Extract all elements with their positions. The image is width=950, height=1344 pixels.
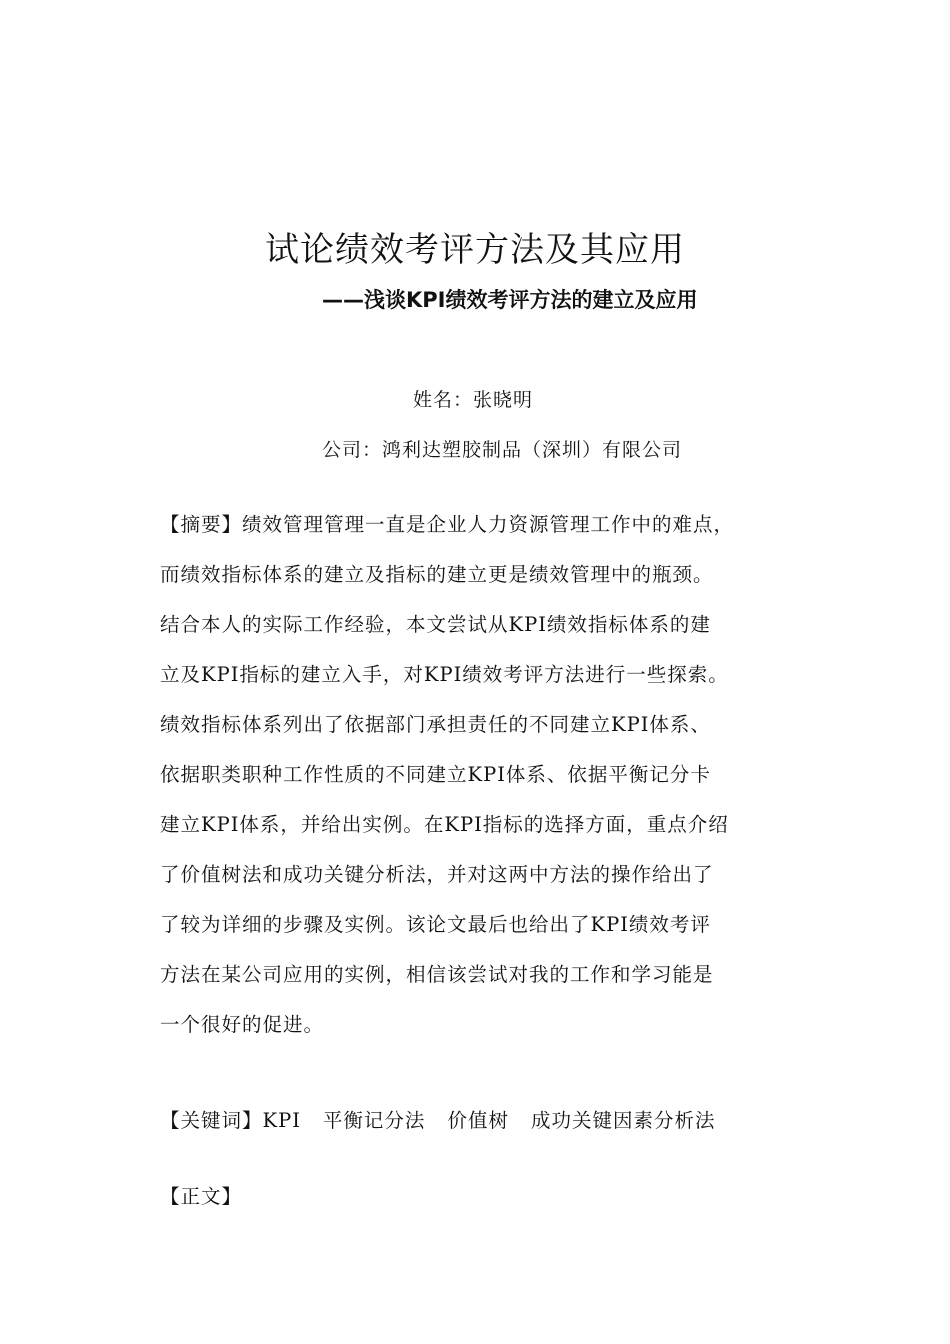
abstract-line: 结合本人的实际工作经验，本文尝试从KPI绩效指标体系的建 (160, 613, 711, 636)
author-label: 姓名： (413, 389, 474, 411)
keywords-line (160, 1106, 715, 1136)
abstract-line: 建立KPI体系，并给出实例。在KPI指标的选择方面，重点介绍 (160, 813, 729, 836)
abstract-paragraph (160, 500, 800, 1050)
document-subtitle: ——浅谈KPI绩效考评方法的建立及应用 (322, 288, 698, 312)
keyword: KPI (262, 1109, 301, 1132)
body-section-heading: 【正文】 (160, 1185, 243, 1208)
keywords-label: 【关键词】 (160, 1109, 263, 1132)
abstract-line: 一个很好的促进。 (160, 1013, 325, 1036)
company-line (322, 436, 682, 464)
author-name: 张晓明 (473, 389, 534, 411)
keyword: 平衡记分法 (322, 1109, 426, 1132)
abstract-line: 了较为详细的步骤及实例。该论文最后也给出了KPI绩效考评 (160, 913, 711, 936)
abstract-line: 方法在某公司应用的实例，相信该尝试对我的工作和学习能是 (160, 963, 714, 986)
company-name: 鸿利达塑胶制品（深圳）有限公司 (382, 439, 683, 461)
company-label: 公司： (322, 439, 383, 461)
abstract-line: 【摘要】绩效管理管理一直是企业人力资源管理工作中的难点， (160, 513, 735, 536)
author-line (413, 386, 533, 414)
abstract-line: 立及KPI指标的建立入手，对KPI绩效考评方法进行一些探索。 (160, 663, 729, 686)
keyword: 价值树 (447, 1109, 509, 1132)
keyword: 成功关键因素分析法 (530, 1109, 716, 1132)
abstract-line: 依据职类职种工作性质的不同建立KPI体系、依据平衡记分卡 (160, 763, 711, 786)
abstract-line: 而绩效指标体系的建立及指标的建立更是绩效管理中的瓶颈。 (160, 563, 714, 586)
document-title: 试论绩效考评方法及其应用 (265, 230, 685, 270)
abstract-line: 了价值树法和成功关键分析法，并对这两中方法的操作给出了 (160, 863, 714, 886)
abstract-line: 绩效指标体系列出了依据部门承担责任的不同建立KPI体系、 (160, 713, 711, 736)
